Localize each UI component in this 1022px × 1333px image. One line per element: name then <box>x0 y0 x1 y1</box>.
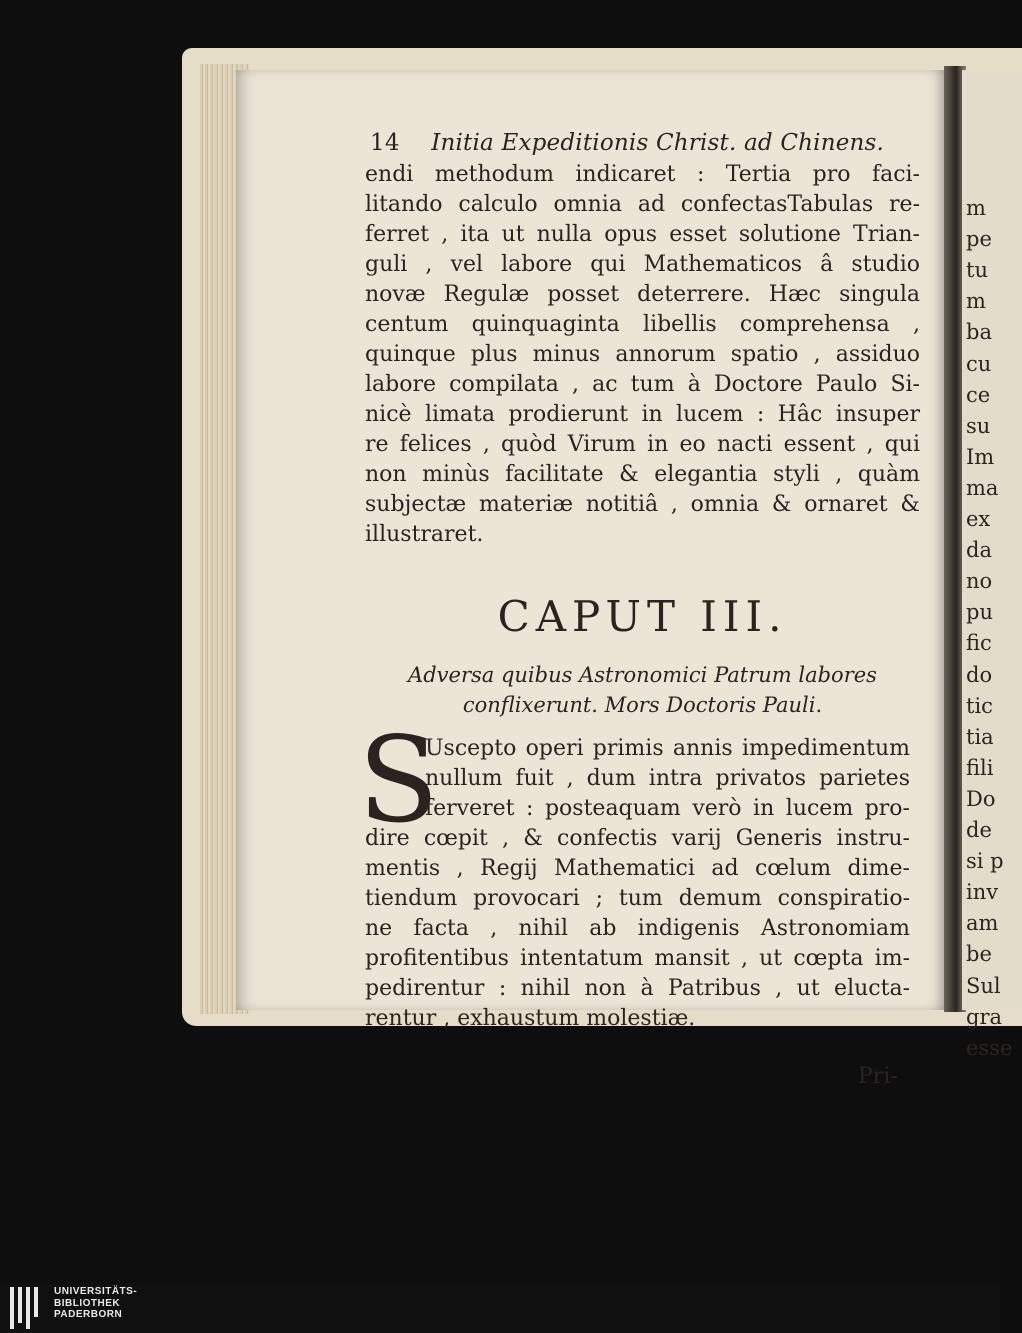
text-line: pedirentur : nihil non à Patribus , ut elucta- <box>365 976 910 1001</box>
next-page-fragment: gra <box>966 1004 1003 1029</box>
text-line: novæ Regulæ posset deterrere. Hæc singula <box>365 282 920 307</box>
next-page-fragment: pe <box>966 227 992 252</box>
next-page-fragment: ex <box>966 507 991 531</box>
right-page-fragment <box>962 70 1022 1060</box>
next-page-fragment: am <box>966 911 999 936</box>
next-page-fragment: fic <box>966 631 992 656</box>
next-page-fragment: Sul <box>966 973 1001 998</box>
text-line: non minùs facilitate & elegantia styli , quàm <box>365 462 920 487</box>
text-line: re felices , quòd Virum in eo nacti essent , qui <box>365 432 920 457</box>
text-line: nullum fuit , dum intra privatos parietes <box>425 766 910 791</box>
library-name-line: PADERBORN <box>54 1309 123 1320</box>
next-page-fragment: Do <box>966 786 996 811</box>
next-page-fragment: fili <box>966 755 994 780</box>
next-page-fragment: do <box>966 662 993 687</box>
paragraph-2 <box>365 734 910 1034</box>
next-page-fragment: de <box>966 818 992 842</box>
footer-bar <box>0 1283 1000 1333</box>
next-page-fragment: tia <box>966 724 994 749</box>
drop-cap: S <box>358 711 439 849</box>
library-name <box>54 1286 137 1321</box>
text-line: nicè limata prodierunt in lucem : Hâc insuper <box>365 402 920 427</box>
next-page-fragment: ce <box>966 382 991 407</box>
next-page-fragment: tic <box>966 693 993 718</box>
text-line: profitentibus intentatum mansit , ut cœpta im- <box>365 946 910 971</box>
text-line: ferveret : posteaquam verò in lucem pro- <box>425 796 910 821</box>
page-number: 14 <box>370 130 400 156</box>
text-line: rentur , exhaustum molestiæ. <box>365 1006 696 1031</box>
text-line: subjectæ materiæ notitiâ , omnia & ornaret & <box>365 492 920 517</box>
text-line: illustraret. <box>365 522 484 547</box>
library-logo-icon <box>10 1287 44 1329</box>
text-line: quinque plus minus annorum spatio , assiduo <box>365 342 920 367</box>
chapter-title: CAPUT III. <box>497 592 788 641</box>
running-title: Initia Expeditionis Christ. ad Chinens. <box>431 130 885 156</box>
text-line: Uscepto operi primis annis impedimentum <box>425 736 910 761</box>
next-page-fragment: ma <box>966 475 999 500</box>
library-name-line: BIBLIOTHEK <box>54 1297 121 1309</box>
catchword: Pri- <box>858 1064 898 1089</box>
next-page-fragment: su <box>966 413 991 438</box>
text-line: litando calculo omnia ad confectasTabulas re- <box>365 192 920 217</box>
text-line: ferret , ita ut nulla opus esset solutione Trian- <box>365 222 920 247</box>
text-line: ne facta , nihil ab indigenis Astronomiam <box>365 916 910 941</box>
text-line: centum quinquaginta libellis comprehensa , <box>365 312 920 337</box>
next-page-fragment: esse <box>966 1035 1013 1060</box>
text-line: guli , vel labore qui Mathematicos â studio <box>365 252 920 277</box>
library-name-line: UNIVERSITÄTS- <box>54 1286 138 1297</box>
next-page-fragment: da <box>966 538 992 563</box>
subtitle-line: conflixerunt. Mors Doctoris Pauli. <box>462 693 823 717</box>
text-line: mentis , Regij Mathematici ad cœlum dime- <box>365 856 910 881</box>
next-page-fragment: cu <box>966 351 992 376</box>
next-page-fragment: tu <box>966 258 988 283</box>
next-page-fragment: m <box>966 196 986 220</box>
next-page-fragment: ba <box>966 320 992 345</box>
next-page-fragment: be <box>966 942 992 967</box>
next-page-fragment: Im <box>966 444 995 469</box>
next-page-fragment: si p <box>966 849 1004 874</box>
paragraph-1 <box>365 160 920 550</box>
next-page-fragment: pu <box>966 600 993 625</box>
next-page-fragment: m <box>966 289 986 314</box>
text-line: dire cœpit , & confectis varij Generis instru- <box>365 826 910 851</box>
text-line: endi methodum indicaret : Tertia pro faci- <box>365 162 920 187</box>
text-line: tiendum provocari ; tum demum conspiratio- <box>365 886 910 911</box>
chapter-subtitle <box>365 660 920 720</box>
subtitle-line: Adversa quibus Astronomici Patrum labores <box>408 663 877 687</box>
next-page-fragment: no <box>966 569 993 594</box>
next-page-fragment: inv <box>966 880 999 905</box>
text-line: labore compilata , ac tum à Doctore Paulo Si- <box>365 372 920 397</box>
running-header <box>370 130 900 164</box>
